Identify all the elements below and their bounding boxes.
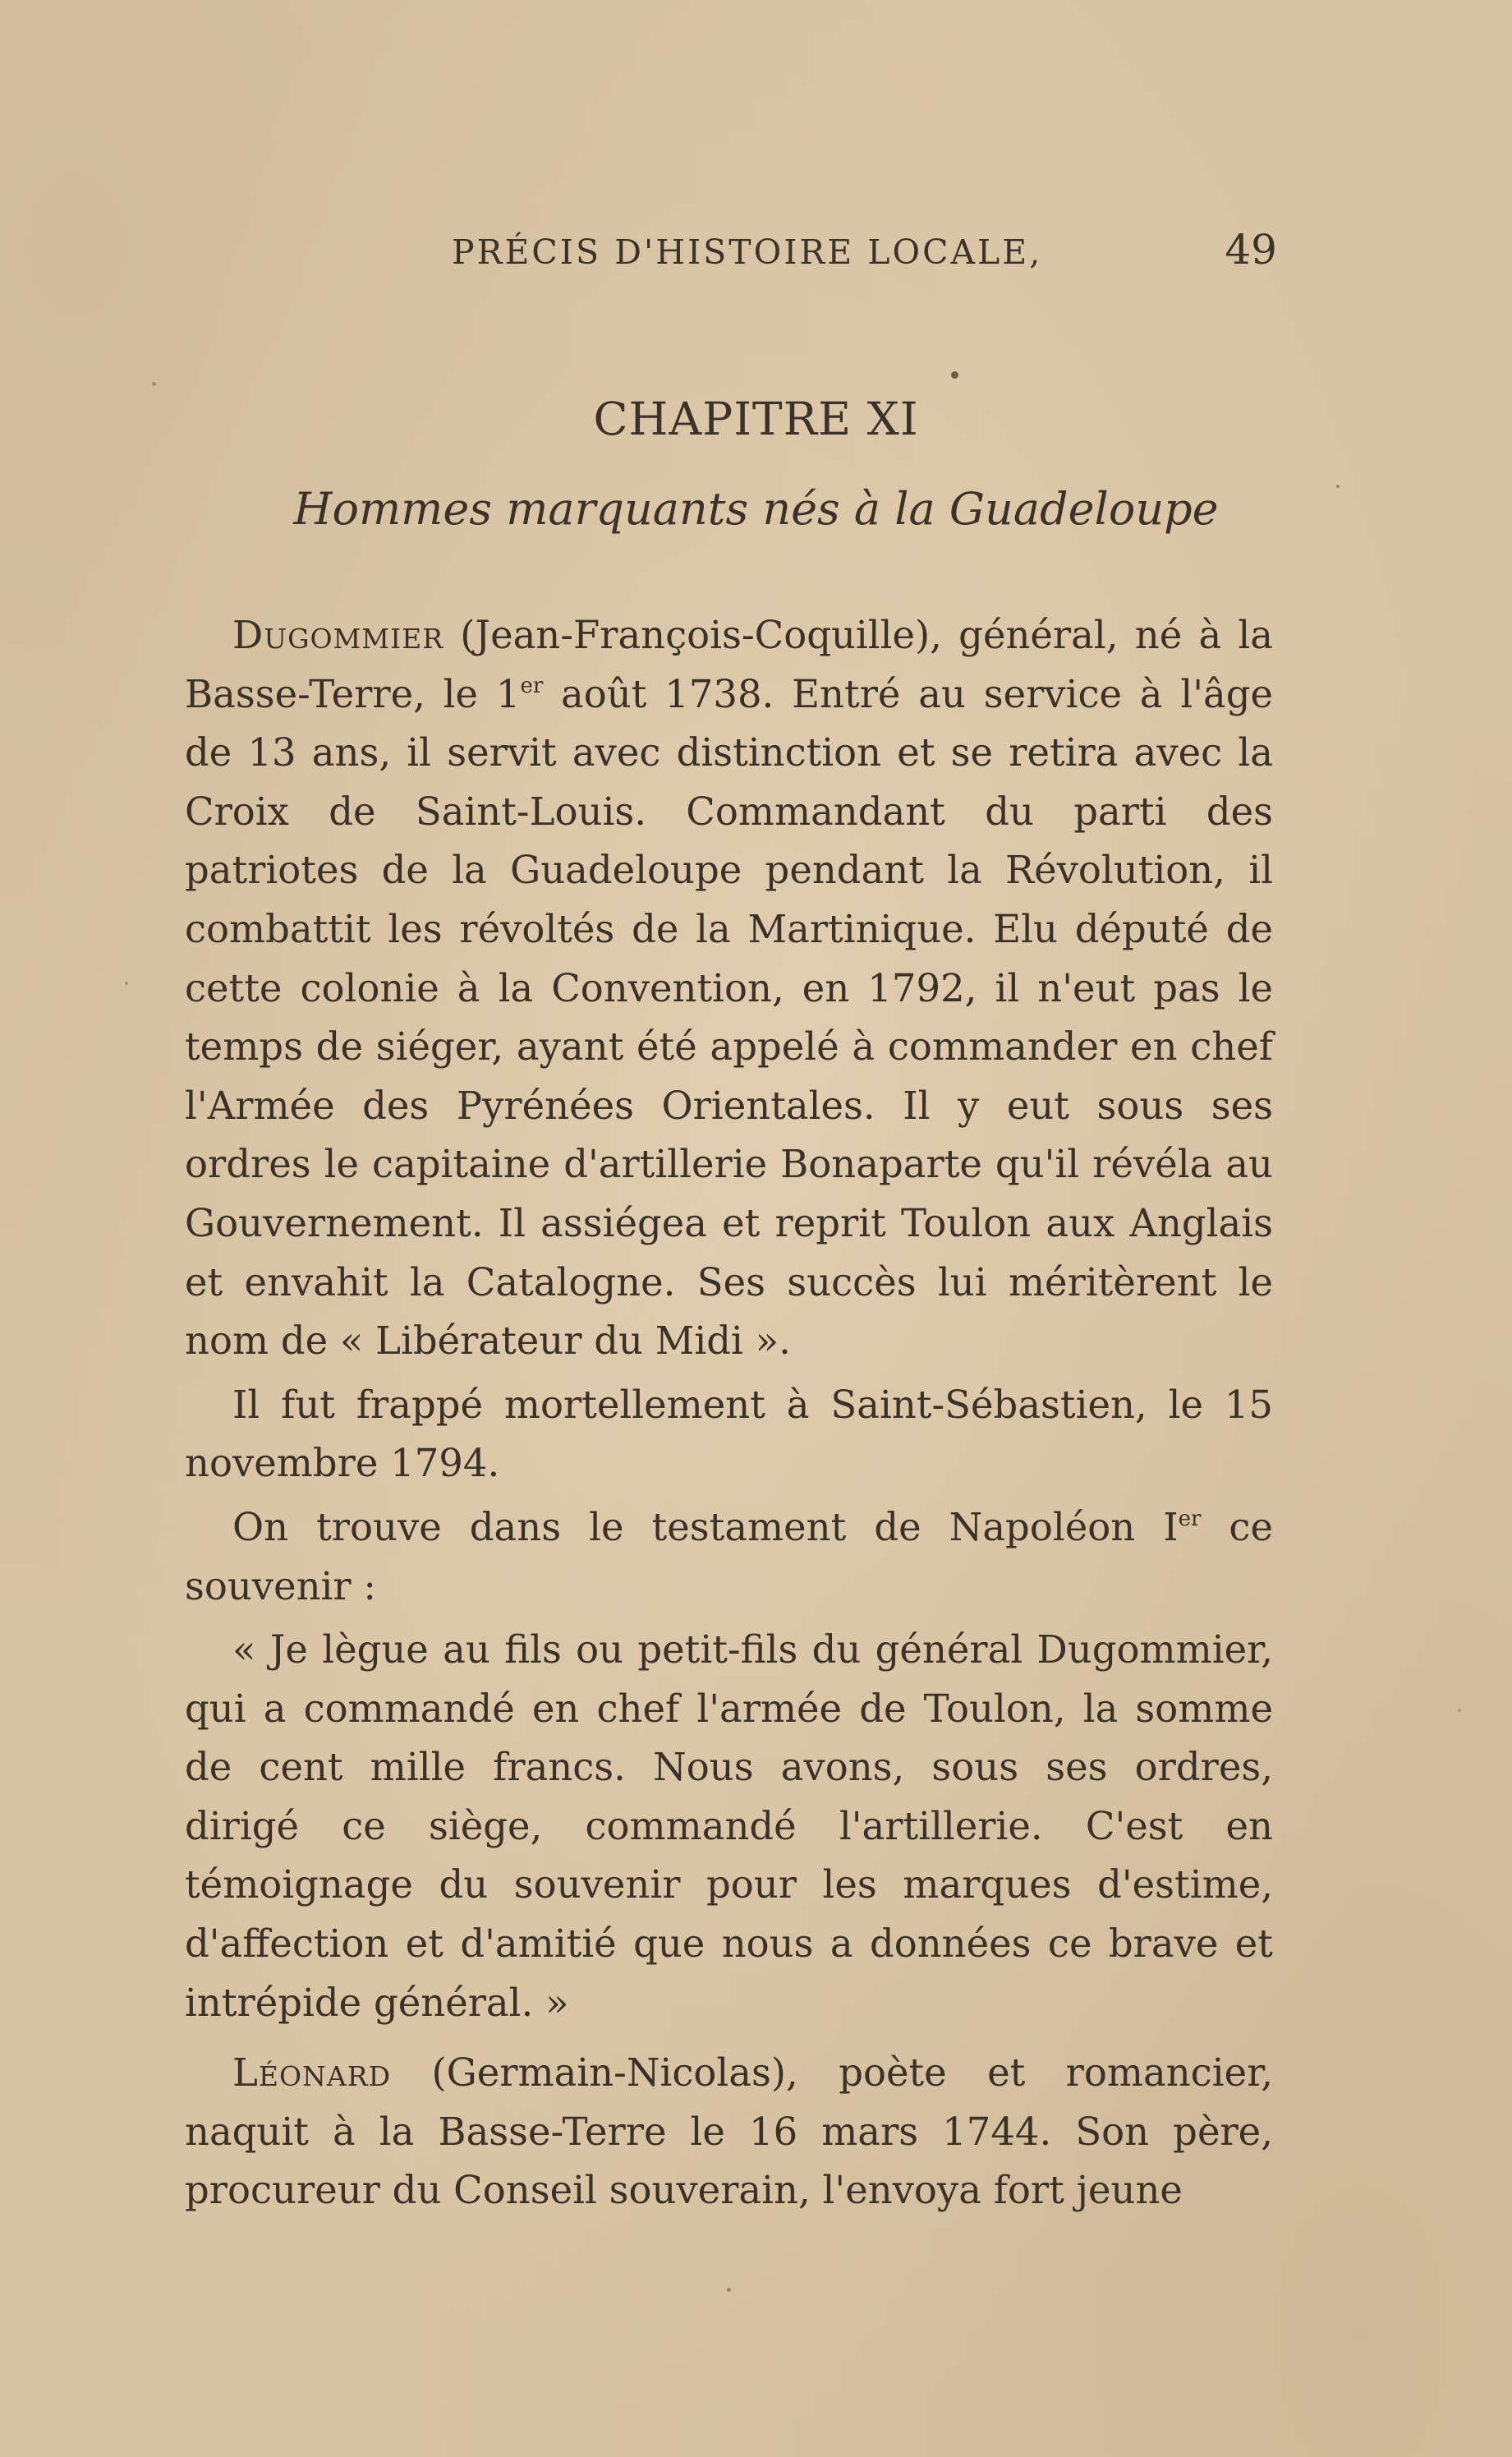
running-head-title: PRÉCIS D'HISTOIRE LOCALE, — [452, 232, 1043, 272]
superscript: er — [520, 673, 544, 698]
paper-speck — [727, 2288, 731, 2292]
paper-speck — [152, 382, 156, 386]
paragraph-leonard-intro — [185, 2044, 1273, 2220]
paragraph-text: On trouve dans le testament de Napoléon I — [232, 1504, 1179, 1549]
paragraph-dugommier-quote: « Je lègue au fils ou petit-fils du général Dugommier, qui a commandé en chef l'armée de Toulon, la somme de cent mille francs. Nous avons, sous ses ordres, dirigé ce siège, commandé l'artillerie. C'est en témoignage du souvenir pour les marques d'estime, d'affection et d'amitié que nous a données ce brave et intrépide général. » — [185, 1627, 1273, 2025]
chapter-subtitle: Hommes marquants nés à la Guadeloupe — [293, 483, 1219, 535]
paper-speck — [951, 371, 958, 379]
paragraph-text: (Germain-Nicolas), poète et romancier, naquit à la Basse-Terre le 16 mars 1744. Son père, procureur du Conseil souverain, l'envoya fort jeune — [185, 2050, 1273, 2213]
paragraph-text: (Jean-François-Coquille), général, né à la Basse-Terre, le 1 — [185, 613, 1273, 716]
paragraph-text: août 1738. Entré au service à l'âge de 13 ans, il servit avec distinction et se retira avec la Croix de Saint-Louis. Commandant du parti des patriotes de la Guadeloupe pendant la Révolution, il combattit les révoltés de la Martinique. Elu député de cette colonie à la Convention, en 1792, il n'eut pas le temps de siéger, ayant été appelé à commander en chef l'Armée des Pyrénées Orientales. Il y eut sous ses ordres le capitaine d'artillerie Bonaparte qu'il révéla au Gouvernement. Il assiégea et reprit Toulon aux Anglais et envahit la Catalogne. Ses succès lui méritèrent le nom de « Libérateur du Midi ». — [185, 671, 1273, 1364]
paper-speck — [1458, 1709, 1461, 1712]
running-head — [185, 226, 1277, 292]
person-name-leonard: Léonard — [232, 2050, 392, 2096]
paragraph-dugommier-testament — [185, 1498, 1273, 1616]
person-name-dugommier: Dugommier — [232, 613, 444, 657]
paper-speck — [1336, 485, 1340, 488]
superscript: er — [1178, 1506, 1202, 1531]
body-text — [185, 606, 1273, 2220]
paragraph-dugommier-intro — [185, 606, 1273, 1371]
paragraph-text: ce souvenir : — [185, 1504, 1273, 1608]
chapter-title: CHAPITRE XI — [593, 393, 919, 445]
page-number: 49 — [1225, 226, 1277, 274]
paper-speck — [125, 982, 128, 985]
paragraph-dugommier-death: Il fut frappé mortellement à Saint-Sébastien, le 15 novembre 1794. — [185, 1382, 1273, 1486]
